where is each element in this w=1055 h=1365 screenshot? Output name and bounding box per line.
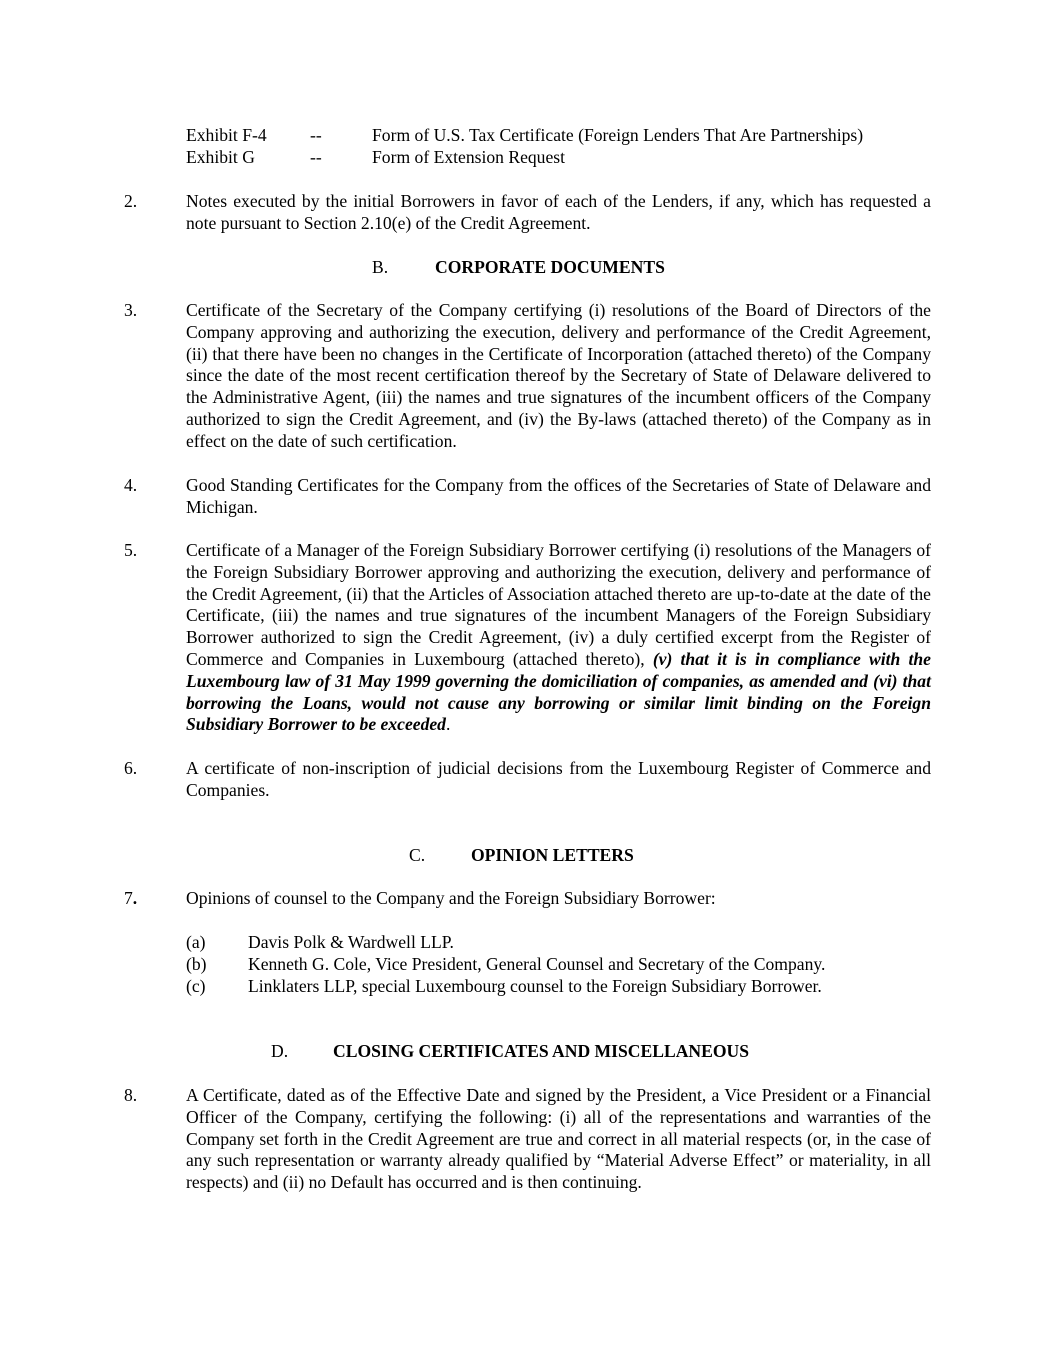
item-number-digit: 7 xyxy=(124,888,133,908)
section-heading: CORPORATE DOCUMENTS xyxy=(435,257,665,277)
item-8-text: A Certificate, dated as of the Effective Date and signed by the President, a Vice President or a Financial Officer of the Company, certifying the following: (i) all of the representations and warranties of the Company set forth in the Credit Agreement are true and correct in all material respects (or, in the case of any such representation or warranty already qualified by “Material Adverse Effect” or materiality, in all respects) and (ii) no Default has occurred and is then continuing. xyxy=(186,1085,931,1193)
item-5-text xyxy=(186,540,931,736)
sub-item-letter: (a) xyxy=(186,932,206,952)
item-number xyxy=(124,888,137,910)
item-7-text: Opinions of counsel to the Company and the Foreign Subsidiary Borrower: xyxy=(186,888,716,908)
item-number: 6. xyxy=(124,758,138,778)
exhibit-name: Exhibit F-4 xyxy=(186,125,267,145)
sub-item-text: Linklaters LLP, special Luxembourg counsel to the Foreign Subsidiary Borrower. xyxy=(248,976,822,996)
sub-item-text: Kenneth G. Cole, Vice President, General Counsel and Secretary of the Company. xyxy=(248,954,826,974)
exhibit-dash: -- xyxy=(310,125,322,145)
exhibit-dash: -- xyxy=(310,147,322,167)
exhibit-name: Exhibit G xyxy=(186,147,255,167)
item-4-text: Good Standing Certificates for the Company from the offices of the Secretaries of State of Delaware and Michigan. xyxy=(186,475,931,517)
item-number: 4. xyxy=(124,475,138,495)
item-number: 3. xyxy=(124,300,138,320)
item-5-plain-text: Certificate of a Manager of the Foreign Subsidiary Borrower certifying (i) resolutions of the Managers of the Foreign Subsidiary Borrower approving and authorizing the execution, delivery and performance of the Credit Agreement, (ii) that the Articles of Association attached thereto are up-to-date at the date of the Certificate, (iii) the names and true signatures of the incumbent Managers of the Foreign Subsidiary Borrower authorized to sign the Credit Agreement, (iv) a duly certified excerpt from the Register of Commerce and Companies in Luxembourg (attached thereto), xyxy=(186,540,931,669)
sub-item-text: Davis Polk & Wardwell LLP. xyxy=(248,932,454,952)
item-3-text: Certificate of the Secretary of the Company certifying (i) resolutions of the Board of Directors of the Company approving and authorizing the execution, delivery and performance of the Credit Agreement, (ii) that there have been no changes in the Certificate of Incorporation (attached thereto) of the Company since the date of the most recent certification thereof by the Secretary of State of Delaware delivered to the Administrative Agent, (iii) the names and true signatures of the incumbent officers of the Company authorized to sign the Credit Agreement, and (iv) the By-laws (attached thereto) of the Company as in effect on the date of such certification. xyxy=(186,300,931,451)
item-number-dot: . xyxy=(132,888,138,908)
item-number: 8. xyxy=(124,1085,138,1105)
sub-item-letter: (b) xyxy=(186,954,207,974)
section-letter: C. xyxy=(409,845,426,865)
item-6-text: A certificate of non-inscription of judicial decisions from the Luxembourg Register of Commerce and Companies. xyxy=(186,758,931,800)
section-heading: CLOSING CERTIFICATES AND MISCELLANEOUS xyxy=(333,1041,750,1061)
item-2-text: Notes executed by the initial Borrowers in favor of each of the Lenders, if any, which has requested a note pursuant to Section 2.10(e) of the Credit Agreement. xyxy=(186,191,931,233)
section-letter: D. xyxy=(271,1041,289,1061)
exhibit-description: Form of Extension Request xyxy=(372,147,566,167)
item-5-emphasis-text: (v) that it is in compliance with the Luxembourg law of 31 May 1999 governing the domiciliation of companies, as amended and (vi) that borrowing the Loans, would not cause any borrowing or similar limit binding on the Foreign Subsidiary Borrower to be exceeded xyxy=(186,648,931,735)
section-heading: OPINION LETTERS xyxy=(471,845,634,865)
item-number: 5. xyxy=(124,540,138,560)
section-letter: B. xyxy=(372,257,389,277)
exhibit-description: Form of U.S. Tax Certificate (Foreign Lenders That Are Partnerships) xyxy=(372,125,864,145)
item-number: 2. xyxy=(124,191,138,211)
sub-item-letter: (c) xyxy=(186,976,206,996)
item-5-end: . xyxy=(445,714,451,735)
